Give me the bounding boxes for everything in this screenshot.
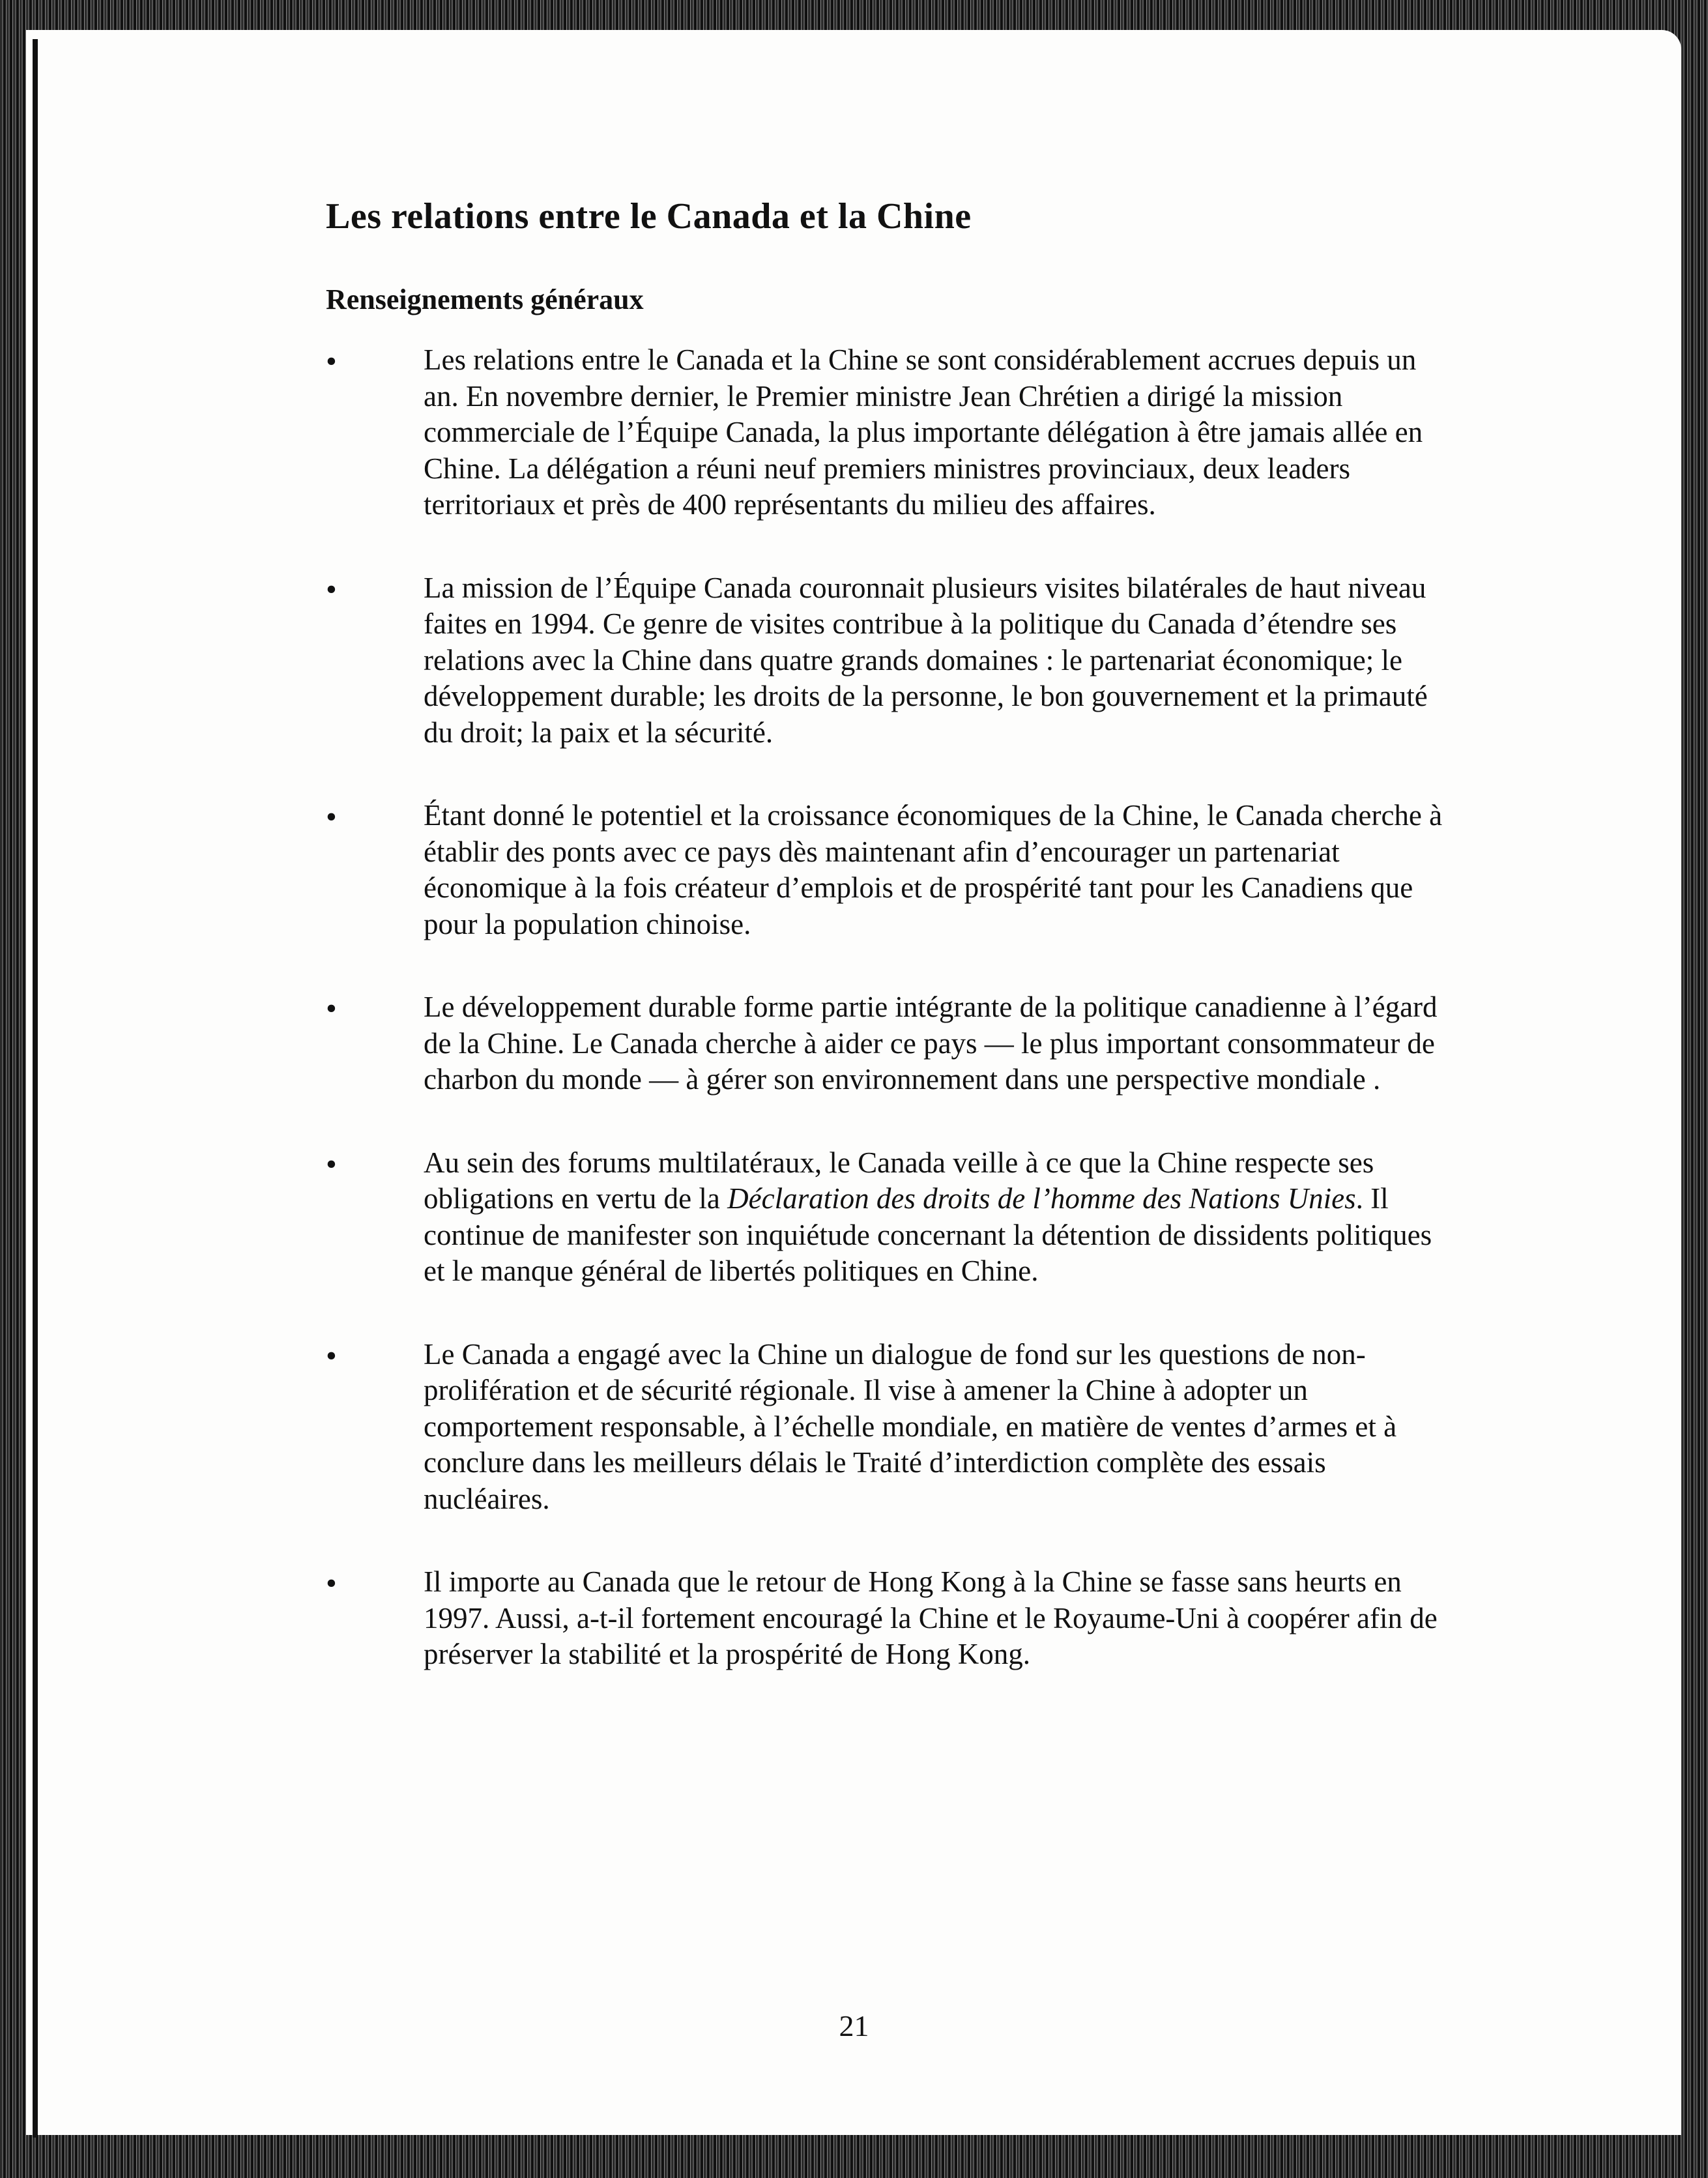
bullet-item: [326, 1564, 1447, 1673]
bullet-text: Le développement durable forme partie intégrante de la politique canadienne à l’égard de la Chine. Le Canada cherche à aider ce pays — le plus important consommateur de charbon du monde — à gérer son environnement dans une perspective mondiale .: [424, 991, 1438, 1096]
bullet-list: [326, 342, 1447, 1673]
bullet-item: [326, 989, 1447, 1098]
bullet-item: [326, 1145, 1447, 1290]
bullet-icon: •: [326, 1338, 337, 1373]
bullet-icon: •: [326, 991, 337, 1026]
bullet-item: [326, 570, 1447, 751]
bullet-icon: •: [326, 800, 337, 834]
bullet-item: [326, 1337, 1447, 1518]
bullet-text-part: . Il continue de manifester son inquiétude concernant la détention de dissidents politiques et le manque général de libertés politiques en Chine.: [424, 1182, 1432, 1287]
bullet-text: Étant donné le potentiel et la croissance économiques de la Chine, le Canada cherche à établir des ponts avec ce pays dès maintenant afin d’encourager un partenariat économique à la fois créateur d’emplois et de prospérité tant pour les Canadiens que pour la population chinoise.: [424, 799, 1443, 940]
bullet-text: Les relations entre le Canada et la Chine se sont considérablement accrues depuis un an. En novembre dernier, le Premier ministre Jean Chrétien a dirigé la mission commerciale de l’Équipe Canada, la plus importante délégation à être jamais allée en Chine. La délégation a réuni neuf premiers ministres provinciaux, deux leaders territoriaux et près de 400 représentants du milieu des affaires.: [424, 343, 1423, 521]
bullet-icon: •: [326, 572, 337, 607]
bullet-text: La mission de l’Équipe Canada couronnait plusieurs visites bilatérales de haut niveau faites en 1994. Ce genre de visites contribue à la politique du Canada d’étendre ses relations avec la Chine dans quatre grands domaines : le partenariat économique; le développement durable; les droits de la personne, le bon gouvernement et la primauté du droit; la paix et la sécurité.: [424, 571, 1428, 749]
section-subtitle: Renseignements généraux: [326, 283, 644, 315]
bullet-icon: •: [326, 1146, 337, 1182]
bullet-text: [424, 1146, 1432, 1288]
declaration-title: Déclaration des droits de l’homme des Nations Unies: [727, 1182, 1356, 1215]
document-body: [326, 196, 1447, 1720]
bullet-icon: •: [326, 344, 337, 379]
binding-edge: [33, 39, 38, 2138]
document-title: Les relations entre le Canada et la Chine: [326, 196, 972, 237]
bullet-text-part: Au sein des forums multilatéraux, le Canada veille à ce que la Chine respecte ses obligations en vertu de la: [424, 1146, 1374, 1215]
bullet-text: Il importe au Canada que le retour de Hong Kong à la Chine se fasse sans heurts en 1997. Aussi, a-t-il fortement encouragé la Chine et le Royaume-Uni à coopérer afin de préserver la stabilité et la prospérité de Hong Kong.: [424, 1565, 1438, 1670]
bullet-item: [326, 342, 1447, 523]
bullet-item: [326, 798, 1447, 942]
page-number: 21: [839, 2009, 869, 2042]
bullet-text: Le Canada a engagé avec la Chine un dialogue de fond sur les questions de non-prolifération et de sécurité régionale. Il vise à amener la Chine à adopter un comportement responsable, à l’échelle mondiale, en matière de ventes d’armes et à conclure dans les meilleurs délais le Traité d’interdiction complète des essais nucléaires.: [424, 1337, 1397, 1515]
bullet-icon: •: [326, 1566, 337, 1601]
